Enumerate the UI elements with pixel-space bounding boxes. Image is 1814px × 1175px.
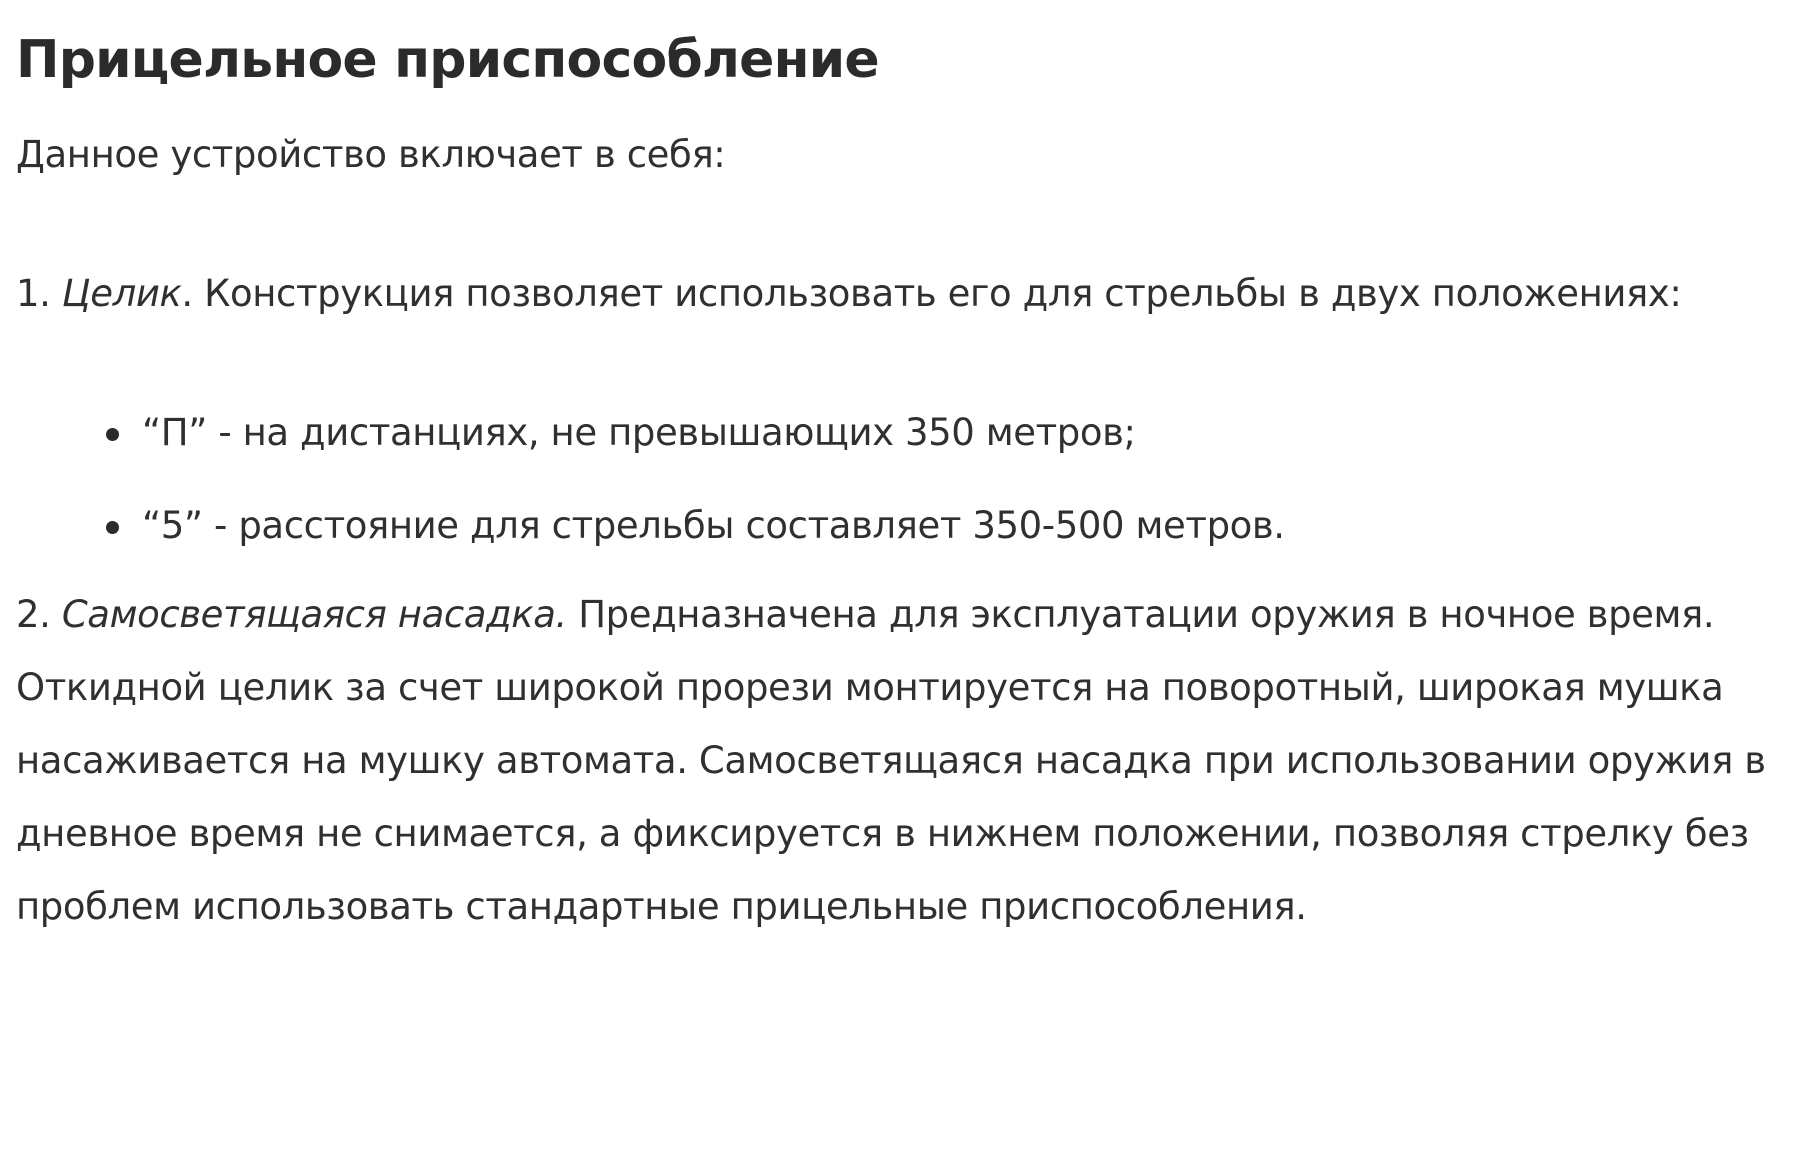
list-item-night-attachment (16, 578, 1806, 943)
bullet-text: “5” - расстояние для стрельбы составляет 350-500 метров. (142, 504, 1285, 547)
item-number: 1. (16, 272, 62, 315)
list-item-rear-sight (16, 257, 1806, 330)
bullet-text: “П” - на дистанциях, не превышающих 350 метров; (142, 411, 1136, 454)
item-text: . Конструкция позволяет использовать его для стрельбы в двух положениях: (181, 272, 1682, 315)
page-title: Прицельное приспособление (16, 30, 879, 90)
article (16, 18, 1806, 943)
bullet-list (16, 396, 1806, 562)
item-term: Самосветящаяся насадка. (61, 593, 567, 636)
bullet-item (106, 489, 1806, 562)
item-term: Целик (61, 272, 182, 315)
bullet-dot-icon (106, 428, 119, 441)
item-number: 2. (16, 593, 62, 636)
intro-text: Данное устройство включает в себя: (16, 133, 726, 176)
item-text: Предназначена для эксплуатации оружия в ночное время. Откидной целик за счет широкой прорези монтируется на поворотный, широкая мушка насаживается на мушку автомата. Самосветящаяся насадка при использовании оружия в дневное время не снимается, а фиксируется в нижнем положении, позволяя стрелку без проблем использовать стандартные прицельные приспособления. (16, 593, 1766, 928)
bullet-item (106, 396, 1806, 469)
bullet-dot-icon (106, 521, 119, 534)
